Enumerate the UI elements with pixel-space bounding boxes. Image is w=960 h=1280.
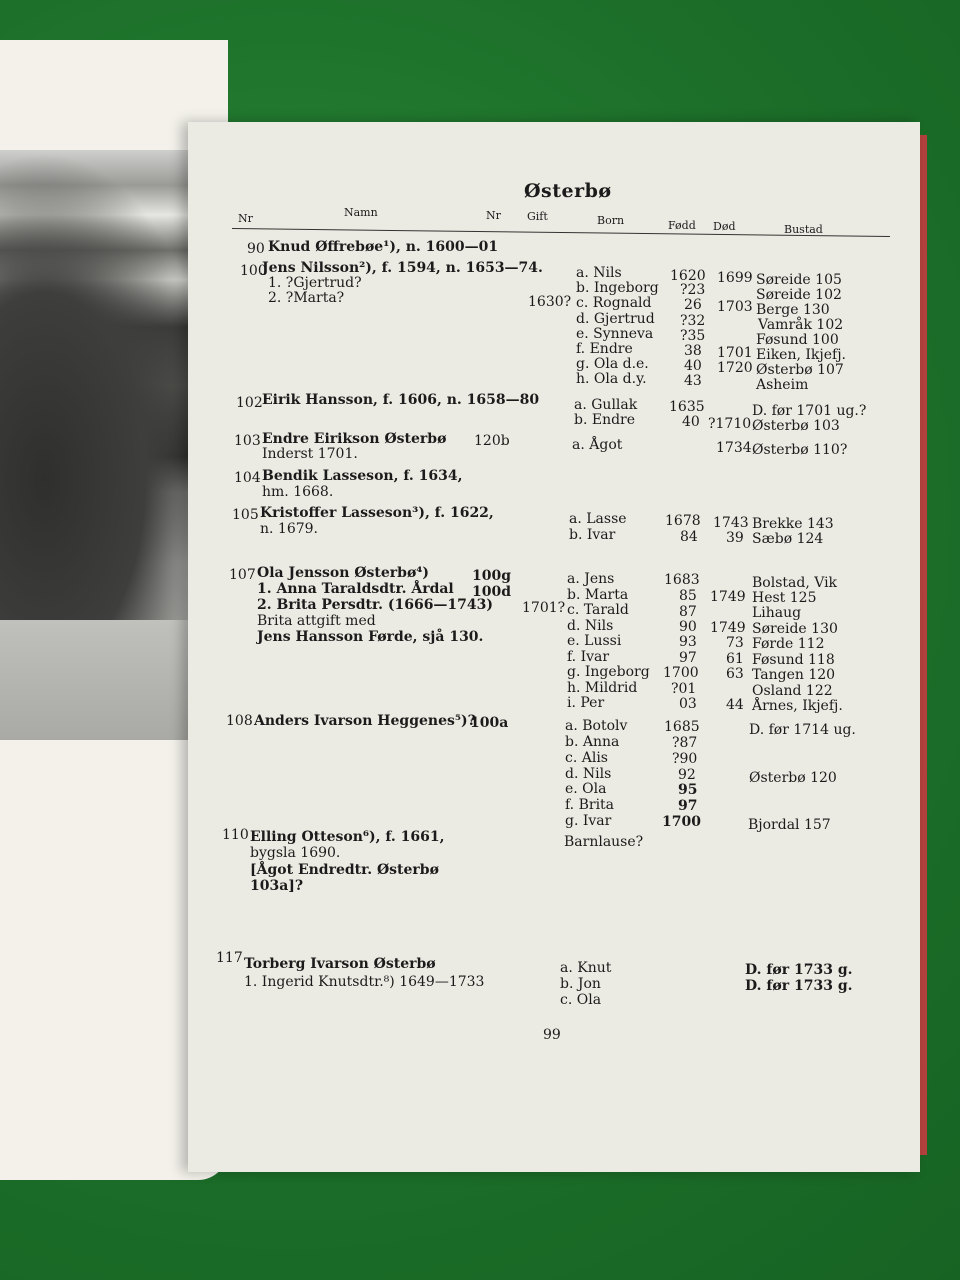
page-title: Østerbø	[524, 180, 612, 202]
entry-name: Ola Jensson Østerbø⁴)	[257, 565, 430, 581]
child-fodd: 03	[679, 696, 697, 712]
child-dod: 1749	[710, 620, 746, 636]
child-fodd: 85	[679, 588, 697, 604]
entry-nr: 107	[229, 567, 256, 583]
child-born: f. Endre	[576, 341, 633, 357]
child-born: a. Jens	[567, 571, 615, 587]
child-born: a. Nils	[576, 265, 622, 281]
entry-nr2: 120b	[474, 433, 510, 449]
header-namn: Namn	[344, 206, 378, 219]
child-born: c. Rognald	[576, 295, 652, 311]
child-fodd: ?87	[672, 735, 698, 751]
child-dod: 61	[726, 651, 744, 667]
child-bustad: Søreide 130	[752, 621, 838, 637]
child-bustad: Bjordal 157	[748, 817, 831, 833]
child-fodd: 84	[680, 529, 698, 545]
entry-name: Eirik Hansson, f. 1606, n. 1658—80	[262, 392, 540, 408]
page-number: 99	[543, 1027, 561, 1043]
child-dod: ?1710	[708, 416, 752, 432]
child-fodd: ?90	[672, 751, 698, 767]
child-bustad: Eiken, Ikjefj.	[756, 347, 846, 363]
child-fodd: 95	[678, 782, 698, 798]
child-fodd: 1685	[664, 719, 700, 735]
child-bustad: Asheim	[756, 377, 809, 393]
child-fodd: 1620	[670, 268, 706, 284]
child-dod: 1720	[717, 360, 753, 376]
child-fodd: ?35	[680, 328, 706, 344]
child-fodd: 40	[682, 414, 700, 430]
entry-nr: 105	[232, 507, 259, 523]
entry-note: bygsla 1690.	[250, 845, 341, 861]
child-dod: 1743	[713, 515, 749, 531]
entry-nr2: 100d	[472, 584, 512, 600]
child-fodd: 40	[684, 358, 702, 374]
child-fodd: 97	[678, 798, 698, 814]
child-born: c. Alis	[565, 750, 608, 766]
child-dod: 39	[726, 530, 744, 546]
child-born: g. Ola d.e.	[576, 356, 649, 372]
header-bustad: Bustad	[784, 223, 823, 236]
entry-nr: 117	[216, 950, 243, 966]
child-born: f. Brita	[565, 797, 615, 813]
entry-note: Inderst 1701.	[262, 446, 358, 462]
child-fodd: 1683	[664, 572, 700, 588]
entry-note: Brita attgift med	[257, 613, 376, 629]
child-born: d. Nils	[565, 766, 612, 782]
entry-nr: 110	[222, 827, 249, 843]
entry-nr2: 100g	[472, 568, 512, 584]
child-bustad: Osland 122	[752, 683, 833, 699]
child-born: a. Lasse	[569, 511, 627, 527]
child-born: c. Tarald	[567, 602, 629, 618]
child-born: b. Ivar	[569, 527, 616, 543]
child-born: b. Jon	[560, 976, 601, 992]
child-bustad: Lihaug	[752, 605, 802, 621]
child-bustad: Årnes, Ikjefj.	[752, 698, 843, 714]
entry-spouse: 1. Anna Taraldsdtr. Årdal	[257, 581, 454, 597]
child-born: Barnlause?	[564, 834, 644, 850]
child-dod: 1699	[717, 270, 753, 286]
child-fodd: ?23	[680, 282, 706, 298]
child-bustad: Søreide 105	[756, 272, 842, 288]
entry-nr: 104	[234, 470, 261, 486]
entry-gift: 1630?	[528, 294, 572, 310]
child-bustad: Vamråk 102	[758, 317, 844, 333]
child-bustad: Berge 130	[756, 302, 830, 318]
child-born: d. Gjertrud	[576, 311, 655, 327]
child-born: a. Gullak	[574, 397, 638, 413]
child-bustad: Østerbø 120	[749, 770, 837, 786]
entry-name: Elling Otteson⁶), f. 1661,	[250, 829, 445, 845]
child-dod: 1701	[717, 345, 753, 361]
child-born: e. Ola	[565, 781, 607, 797]
child-bustad: Søreide 102	[756, 287, 842, 303]
header-dod: Død	[713, 220, 736, 233]
child-born: c. Ola	[560, 992, 602, 1008]
child-born: b. Marta	[567, 587, 629, 603]
child-dod: 73	[726, 635, 744, 651]
child-fodd: 92	[678, 767, 696, 783]
entry-nr: 103	[234, 433, 261, 449]
child-born: b. Endre	[574, 412, 636, 428]
child-fodd: ?01	[671, 681, 697, 697]
entry-note: Jens Hansson Førde, sjå 130.	[257, 629, 484, 645]
header-born: Born	[597, 214, 625, 227]
entry-note: n. 1679.	[260, 521, 318, 537]
child-fodd: 93	[679, 634, 697, 650]
entry-note: [Ågot Endredtr. Østerbø	[250, 862, 439, 878]
child-fodd: 1700	[663, 665, 699, 681]
entry-name: Bendik Lasseson, f. 1634,	[262, 468, 463, 484]
child-fodd: 97	[679, 650, 697, 666]
child-bustad: Førde 112	[752, 636, 825, 652]
entry-note: hm. 1668.	[262, 484, 334, 500]
child-bustad: Østerbø 107	[756, 362, 844, 378]
entry-name: Kristoffer Lasseson³), f. 1622,	[260, 505, 494, 521]
child-born: h. Ola d.y.	[576, 371, 647, 387]
child-born: b. Ingeborg	[576, 280, 659, 296]
child-born: h. Mildrid	[567, 680, 638, 696]
header-gift: Gift	[527, 210, 548, 223]
child-dod: 44	[726, 697, 744, 713]
child-born: b. Anna	[565, 734, 620, 750]
child-dod: 1734	[716, 440, 752, 456]
child-fodd: 1678	[665, 513, 701, 529]
child-fodd: ?32	[680, 313, 706, 329]
child-bustad: Bolstad, Vik	[752, 575, 838, 591]
child-fodd: 90	[679, 619, 697, 635]
child-born: i. Per	[567, 695, 605, 711]
entry-nr2: 100a	[470, 715, 509, 731]
entry-gift: 1701?	[522, 600, 566, 616]
entry-name: Anders Ivarson Heggenes⁵)?	[254, 713, 476, 729]
child-dod: 1749	[710, 589, 746, 605]
child-fodd: 1700	[662, 814, 701, 830]
child-bustad: Føsund 100	[756, 332, 839, 348]
header-nr2: Nr	[486, 209, 501, 222]
entry-name: Jens Nilsson²), f. 1594, n. 1653—74.	[262, 260, 543, 276]
child-bustad: D. før 1733 g.	[745, 962, 853, 978]
child-dod: 1703	[717, 299, 753, 315]
child-born: f. Ivar	[567, 649, 610, 665]
child-bustad: Tangen 120	[752, 667, 836, 683]
child-born: g. Ingeborg	[567, 664, 650, 680]
child-born: e. Synneva	[576, 326, 654, 342]
child-bustad: Føsund 118	[752, 652, 835, 668]
child-bustad: Brekke 143	[752, 516, 834, 532]
entry-nr: 102	[236, 395, 263, 411]
entry-spouse: 2. ?Marta?	[268, 290, 345, 306]
child-born: a. Ågot	[572, 437, 623, 453]
entry-nr: 90	[247, 241, 265, 257]
entry-name: Endre Eirikson Østerbø	[262, 431, 447, 447]
child-dod: 63	[726, 666, 744, 682]
header-nr: Nr	[238, 212, 253, 225]
child-bustad: D. før 1701 ug.?	[752, 403, 867, 419]
child-bustad: D. før 1714 ug.	[749, 722, 856, 738]
header-fodd: Fødd	[668, 219, 696, 232]
entry-nr: 100	[240, 263, 267, 279]
child-fodd: 43	[684, 373, 702, 389]
entry-spouse: 2. Brita Persdtr. (1666—1743)	[257, 597, 494, 613]
child-fodd: 26	[684, 297, 702, 313]
entry-nr: 108	[226, 713, 253, 729]
entry-spouse: 1. ?Gjertrud?	[268, 275, 362, 291]
entry-note: 103a]?	[250, 878, 304, 894]
child-fodd: 38	[684, 343, 702, 359]
child-bustad: Hest 125	[752, 590, 817, 606]
child-born: a. Knut	[560, 960, 612, 976]
child-bustad: Sæbø 124	[752, 531, 824, 547]
child-fodd: 1635	[669, 399, 705, 415]
child-bustad: Østerbø 103	[752, 418, 840, 434]
entry-spouse: 1. Ingerid Knutsdtr.⁸) 1649—1733	[244, 974, 485, 990]
child-fodd: 87	[679, 604, 697, 620]
child-bustad: Østerbø 110?	[752, 442, 848, 458]
child-bustad: D. før 1733 g.	[745, 978, 853, 994]
entry-name: Torberg Ivarson Østerbø	[244, 956, 436, 972]
child-born: d. Nils	[567, 618, 614, 634]
child-born: g. Ivar	[565, 813, 612, 829]
child-born: e. Lussi	[567, 633, 622, 649]
entry-name: Knud Øffrebøe¹), n. 1600—01	[268, 239, 499, 255]
child-born: a. Botolv	[565, 718, 628, 734]
